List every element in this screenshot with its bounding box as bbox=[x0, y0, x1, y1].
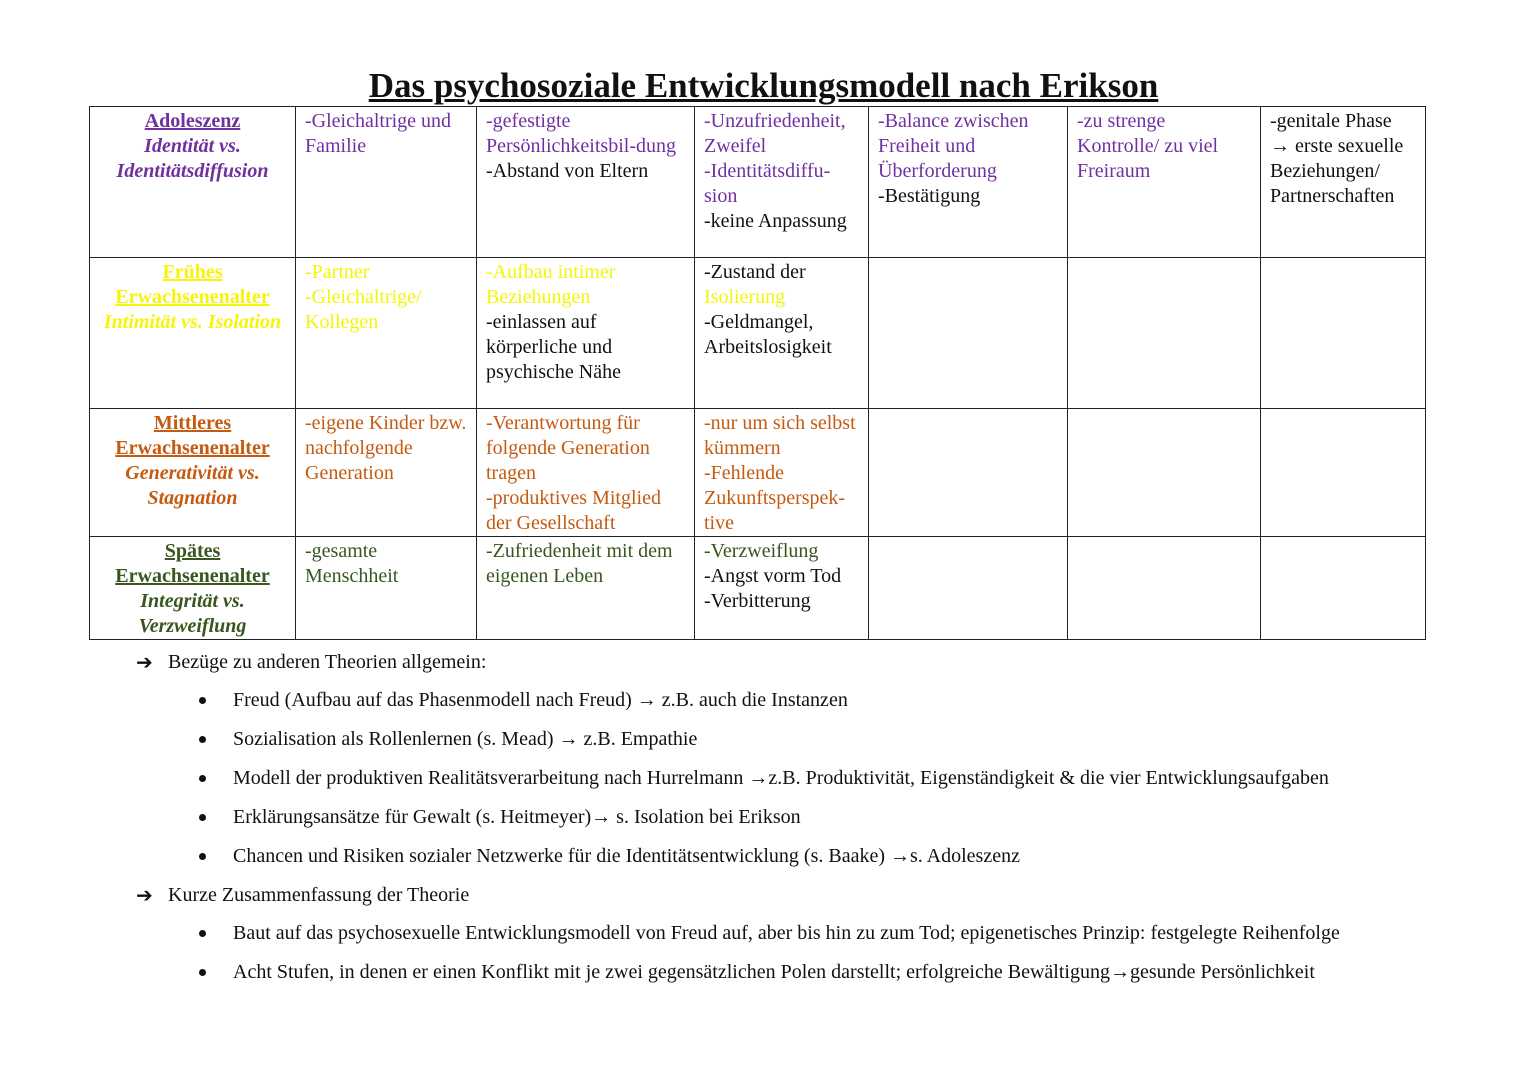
table-cell bbox=[869, 107, 1068, 258]
arrow-right-icon: ➔ bbox=[136, 883, 153, 907]
table-cell bbox=[477, 537, 695, 640]
stage-row bbox=[90, 409, 1426, 537]
list-item-text: Modell der produktiven Realitätsverarbeitung nach Hurrelmann →z.B. Produktivität, Eigenständigkeit & die vier Entwicklungsaufgaben bbox=[233, 767, 1329, 789]
stage-row bbox=[90, 258, 1426, 409]
stage-row bbox=[90, 107, 1426, 258]
bullet-icon bbox=[199, 736, 206, 743]
table-cell bbox=[869, 409, 1068, 537]
list-item-text: Sozialisation als Rollenlernen (s. Mead) → z.B. Empathie bbox=[233, 728, 698, 750]
cell-text: → erste sexuelle Beziehungen/ Partnerschaften bbox=[1270, 135, 1409, 207]
bullet-icon bbox=[199, 814, 206, 821]
list-item-text: Chancen und Risiken sozialer Netzwerke für die Identitätsentwicklung (s. Baake) →s. Adoleszenz bbox=[233, 845, 1020, 867]
cell-text: -zu strenge Kontrolle/ zu viel Freiraum bbox=[1077, 110, 1224, 182]
cell-text: -Partner bbox=[305, 261, 370, 283]
table-cell bbox=[695, 537, 869, 640]
list-item bbox=[199, 689, 848, 712]
list-item bbox=[199, 728, 697, 751]
bullet-icon bbox=[199, 930, 206, 937]
table-cell bbox=[296, 258, 477, 409]
section-heading bbox=[136, 650, 486, 674]
cell-text: -gesamte Menschheit bbox=[305, 540, 399, 587]
table-cell bbox=[1261, 258, 1426, 409]
cell-text: -Aufbau intimer Beziehungen bbox=[486, 261, 621, 308]
bullet-icon bbox=[199, 697, 206, 704]
cell-text: -Verzweiflung bbox=[704, 540, 819, 562]
stage-conflict: Generativität vs. Stagnation bbox=[125, 462, 260, 509]
stage-cell bbox=[90, 537, 296, 640]
cell-text: -genitale Phase bbox=[1270, 110, 1392, 132]
stage-conflict: Integrität vs. Verzweiflung bbox=[138, 590, 247, 637]
table-cell bbox=[695, 409, 869, 537]
table-cell bbox=[1068, 537, 1261, 640]
table-cell bbox=[1261, 409, 1426, 537]
arrow-right-icon: ➔ bbox=[136, 650, 153, 674]
section-heading-text: Bezüge zu anderen Theorien allgemein: bbox=[168, 650, 487, 673]
cell-text: -gefestigte Persönlichkeitsbil-dung bbox=[486, 110, 676, 157]
bullet-icon bbox=[199, 969, 206, 976]
cell-text: -Fehlende Zukunftsperspek-tive bbox=[704, 462, 846, 534]
table-cell bbox=[869, 258, 1068, 409]
table-cell bbox=[296, 107, 477, 258]
stage-name: Spätes Erwachsenenalter bbox=[115, 540, 270, 587]
cell-text: Isolierung bbox=[704, 286, 786, 308]
cell-text: -Zufriedenheit mit dem eigenen Leben bbox=[486, 540, 678, 587]
stage-conflict: Intimität vs. Isolation bbox=[103, 311, 282, 333]
stage-name: Frühes Erwachsenenalter bbox=[115, 261, 270, 308]
bullet-icon bbox=[199, 853, 206, 860]
table-cell bbox=[695, 107, 869, 258]
table-cell bbox=[296, 409, 477, 537]
section-heading-text: Kurze Zusammenfassung der Theorie bbox=[168, 883, 470, 906]
stage-conflict: Identität vs. Identitätsdiffusion bbox=[116, 135, 269, 182]
cell-text: -Bestätigung bbox=[878, 185, 981, 207]
cell-text: -Verantwortung für folgende Generation tragen bbox=[486, 412, 655, 484]
list-item-text: Acht Stufen, in denen er einen Konflikt mit je zwei gegensätzlichen Polen darstellt; erfolgreiche Bewältigung→gesunde Persönlichkeit bbox=[233, 961, 1315, 983]
stage-name: Adoleszenz bbox=[144, 110, 241, 132]
cell-text: -Balance zwischen Freiheit und Überforderung bbox=[878, 110, 1034, 182]
table-cell bbox=[296, 537, 477, 640]
bullet-icon bbox=[199, 775, 206, 782]
cell-text: -keine Anpassung bbox=[704, 210, 847, 232]
cell-text: -Unzufriedenheit, Zweifel bbox=[704, 110, 851, 157]
table-cell bbox=[1261, 537, 1426, 640]
stage-cell bbox=[90, 107, 296, 258]
cell-text: -produktives Mitglied der Gesellschaft bbox=[486, 487, 666, 534]
stage-name: Mittleres Erwachsenenalter bbox=[115, 412, 270, 459]
cell-text: -nur um sich selbst kümmern bbox=[704, 412, 861, 459]
cell-text: -einlassen auf körperliche und psychische Nähe bbox=[486, 311, 621, 383]
list-item bbox=[199, 922, 1340, 945]
table-cell bbox=[1261, 107, 1426, 258]
list-item-text: Freud (Aufbau auf das Phasenmodell nach Freud) → z.B. auch die Instanzen bbox=[233, 689, 848, 711]
cell-text: -Abstand von Eltern bbox=[486, 160, 649, 182]
table-cell bbox=[1068, 258, 1261, 409]
cell-text: -Angst vorm Tod bbox=[704, 565, 842, 587]
cell-text: -Gleichaltrige/ Kollegen bbox=[305, 286, 427, 333]
stage-row bbox=[90, 537, 1426, 640]
cell-text: -Identitätsdiffu-sion bbox=[704, 160, 831, 207]
cell-text: -Verbitterung bbox=[704, 590, 811, 612]
stage-cell bbox=[90, 258, 296, 409]
list-item-text: Erklärungsansätze für Gewalt (s. Heitmeyer)→ s. Isolation bei Erikson bbox=[233, 806, 801, 828]
page-title: Das psychosoziale Entwicklungsmodell nach Erikson bbox=[368, 66, 1159, 105]
cell-text: -Gleichaltrige und Familie bbox=[305, 110, 457, 157]
table-cell bbox=[695, 258, 869, 409]
table-cell bbox=[477, 409, 695, 537]
table-cell bbox=[1068, 107, 1261, 258]
table-cell bbox=[1068, 409, 1261, 537]
cell-text: -Zustand der bbox=[704, 261, 806, 283]
table-cell bbox=[477, 107, 695, 258]
list-item bbox=[199, 961, 1315, 984]
list-item bbox=[199, 767, 1329, 790]
table-cell bbox=[869, 537, 1068, 640]
table-cell bbox=[477, 258, 695, 409]
cell-text: -Geldmangel, Arbeitslosigkeit bbox=[704, 311, 832, 358]
list-item-text: Baut auf das psychosexuelle Entwicklungsmodell von Freud auf, aber bis hin zu zum Tod; epigenetisches Prinzip: festgelegte Reihenfolge bbox=[233, 922, 1340, 944]
section-heading bbox=[136, 883, 469, 907]
list-item bbox=[199, 845, 1020, 868]
list-item bbox=[199, 806, 801, 829]
stage-cell bbox=[90, 409, 296, 537]
cell-text: -eigene Kinder bzw. nachfolgende Generation bbox=[305, 412, 472, 484]
erikson-stage-table bbox=[89, 106, 1426, 640]
